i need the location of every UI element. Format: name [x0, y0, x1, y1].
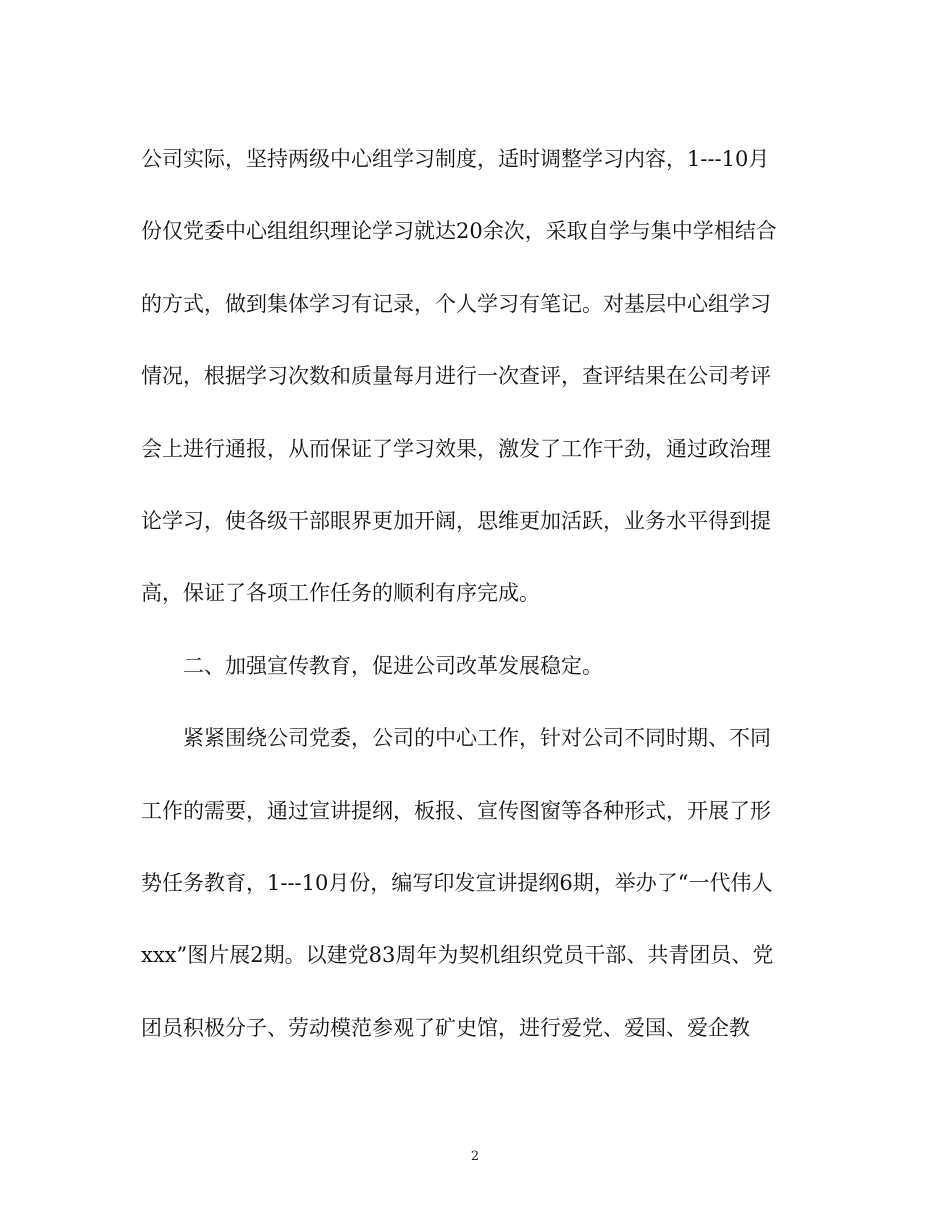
body-line-9: 紧紧围绕公司党委，公司的中心工作，针对公司不同时期、不同 [183, 726, 771, 750]
body-line-6: 论学习，使各级干部眼界更加开阔，思维更加活跃，业务水平得到提 [141, 509, 771, 533]
body-line-2: 份仅党委中心组组织理论学习就达20余次，采取自学与集中学相结合 [141, 219, 777, 243]
body-line-1: 公司实际，坚持两级中心组学习制度，适时调整学习内容，1---10月 [141, 147, 770, 171]
body-line-4: 情况，根据学习次数和质量每月进行一次查评，查评结果在公司考评 [141, 364, 771, 388]
body-line-11: 势任务教育，1---10月份，编写印发宣讲提纲6期，举办了“一代伟人 [141, 871, 773, 895]
body-line-5: 会上进行通报，从而保证了学习效果，激发了工作干劲，通过政治理 [141, 437, 771, 461]
body-line-3: 的方式，做到集体学习有记录，个人学习有笔记。对基层中心组学习 [141, 292, 771, 316]
section-heading: 二、加强宣传教育，促进公司改革发展稳定。 [183, 654, 603, 678]
body-line-7: 高，保证了各项工作任务的顺利有序完成。 [141, 581, 540, 605]
body-line-12: xxx”图片展2期。以建党83周年为契机组织党员干部、共青团员、党 [141, 943, 774, 967]
body-line-10: 工作的需要，通过宣讲提纲，板报、宣传图窗等各种形式，开展了形 [141, 799, 771, 823]
page-number: 2 [470, 1149, 480, 1164]
body-line-13: 团员积极分子、劳动模范参观了矿史馆，进行爱党、爱国、爱企教 [141, 1016, 750, 1040]
